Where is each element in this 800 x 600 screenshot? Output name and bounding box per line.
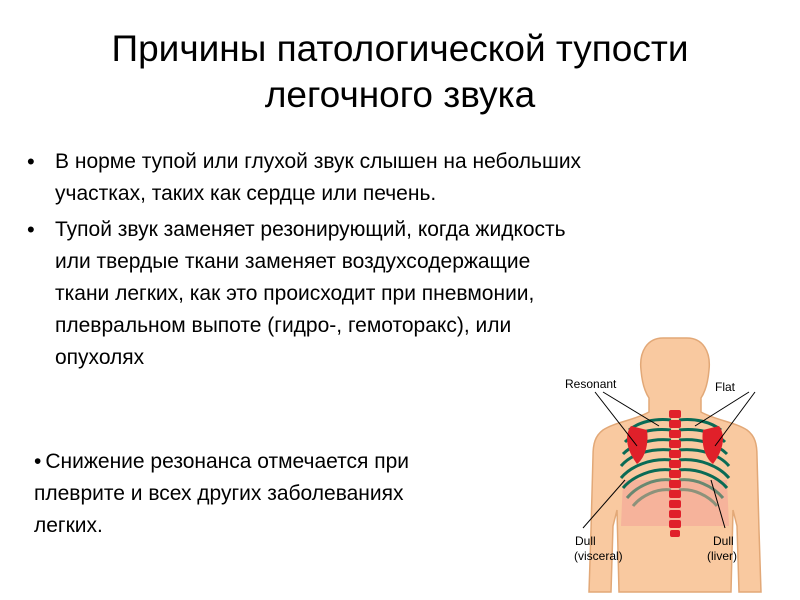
bullet-text-line: участках, таких как сердце или печень. xyxy=(55,182,437,205)
label-dull-liver-2: (liver) xyxy=(707,549,737,563)
chest-percussion-figure xyxy=(555,330,795,600)
note-text xyxy=(34,446,534,542)
title-line-1: Причины патологической тупости xyxy=(111,28,689,69)
bullet-text-line: ткани легких, как это происходит при пневмонии, xyxy=(55,282,535,305)
bullet-text-line: • В норме тупой или глухой звук слышен на небольших xyxy=(55,150,582,173)
title-line-2: легочного звука xyxy=(264,74,536,115)
label-dull-visceral-2: (visceral) xyxy=(574,549,623,563)
slide-title xyxy=(40,26,760,118)
note-line: легких. xyxy=(34,514,103,537)
label-dull-visceral-1: Dull xyxy=(575,534,596,548)
bullet-text-line: • Тупой звук заменяет резонирующий, когда жидкость xyxy=(55,218,566,241)
bullet-text-line: опухолях xyxy=(55,346,145,369)
label-flat: Flat xyxy=(715,380,736,394)
note-line: плеврите и всех других заболеваниях xyxy=(34,482,404,505)
label-dull-liver-1: Dull xyxy=(713,534,734,548)
label-resonant: Resonant xyxy=(565,377,617,391)
bullet-item xyxy=(25,146,725,210)
note-line: • Снижение резонанса отмечается при xyxy=(34,446,534,478)
torso-diagram xyxy=(555,330,795,600)
bullet-text-line: плевральном выпоте (гидро-, гемоторакс), или xyxy=(55,314,512,337)
bullet-text-line: или твердые ткани заменяет воздухсодержащие xyxy=(55,250,531,273)
